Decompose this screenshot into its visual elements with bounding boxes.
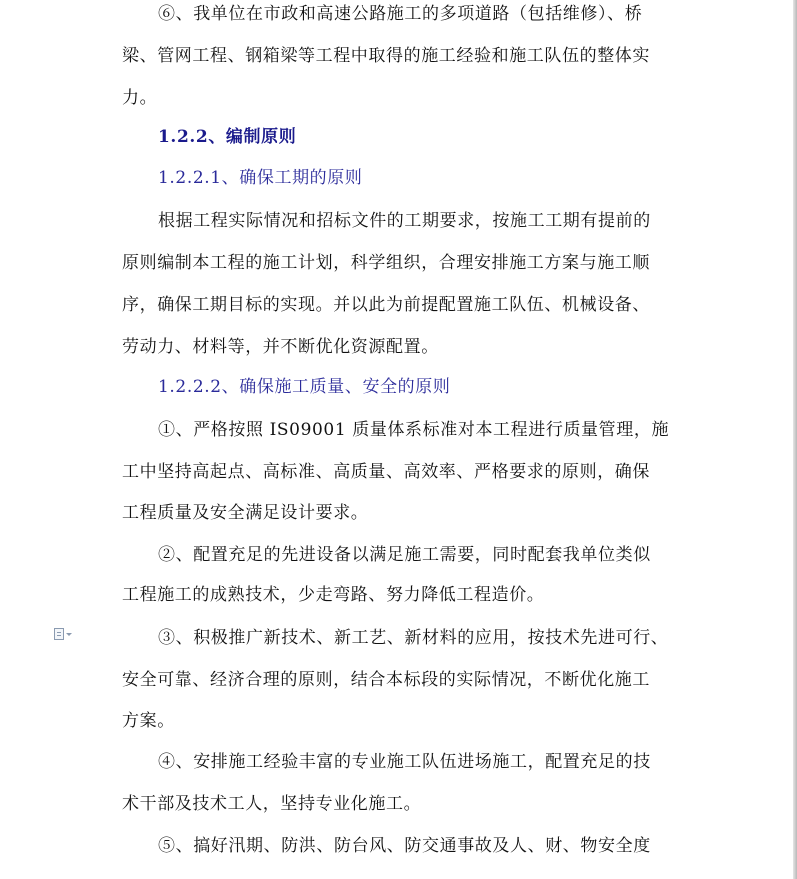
body-line: ②、配置充足的先进设备以满足施工需要，同时配套我单位类似 [158,545,651,565]
body-line: ①、严格按照 IS09001 质量体系标准对本工程进行质量管理，施 [158,420,670,440]
subsection-heading: 1.2.2.2、确保施工质量、安全的原则 [158,377,451,397]
body-line: 安全可靠、经济合理的原则，结合本标段的实际情况，不断优化施工 [122,670,650,690]
paragraph-options-icon[interactable] [54,626,80,642]
page-edge-shadow [793,0,797,879]
body-line: ④、安排施工经验丰富的专业施工队伍进场施工，配置充足的技 [158,752,651,772]
body-line: 梁、管网工程、钢箱梁等工程中取得的施工经验和施工队伍的整体实 [122,46,650,66]
body-line: 工程质量及安全满足设计要求。 [122,503,369,523]
body-line: 序，确保工期目标的实现。并以此为前提配置施工队伍、机械设备、 [122,295,650,315]
chevron-down-icon [66,633,72,636]
body-line: 原则编制本工程的施工计划，科学组织，合理安排施工方案与施工顺 [122,253,650,273]
body-line: ⑤、搞好汛期、防洪、防台风、防交通事故及人、财、物安全度 [158,836,651,856]
body-line: ⑥、我单位在市政和高速公路施工的多项道路（包括维修）、桥 [158,4,643,24]
body-line: 根据工程实际情况和招标文件的工期要求，按施工工期有提前的 [158,211,651,231]
document-icon [54,628,64,640]
body-line: ③、积极推广新技术、新工艺、新材料的应用，按技术先进可行、 [158,628,669,648]
body-line: 术干部及技术工人，坚持专业化施工。 [122,794,422,814]
body-line: 力。 [122,88,158,108]
section-heading: 1.2.2、编制原则 [158,127,297,147]
body-line: 工中坚持高起点、高标准、高质量、高效率、严格要求的原则，确保 [122,462,650,482]
body-line: 工程施工的成熟技术，少走弯路、努力降低工程造价。 [122,585,545,605]
body-line: 劳动力、材料等，并不断优化资源配置。 [122,337,439,357]
subsection-heading: 1.2.2.1、确保工期的原则 [158,168,363,188]
body-line: 方案。 [122,711,175,731]
